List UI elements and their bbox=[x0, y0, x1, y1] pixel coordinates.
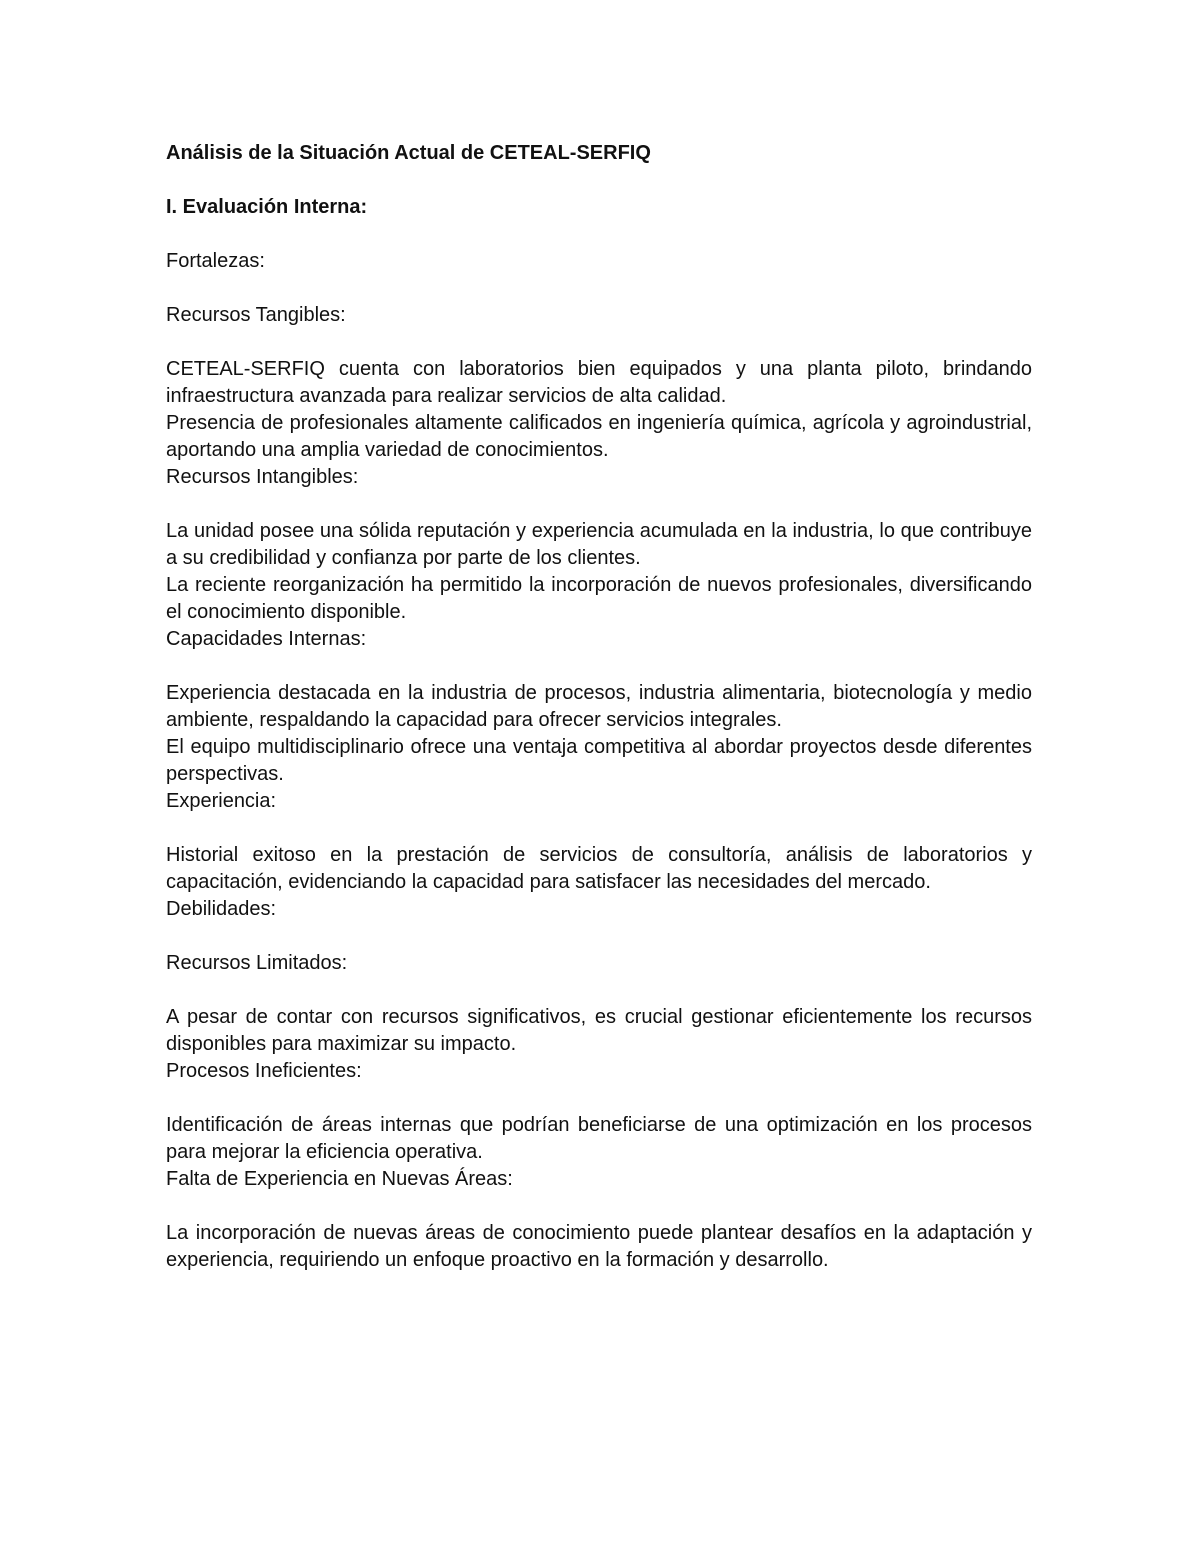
paragraph-recursos-intangibles-1: La unidad posee una sólida reputación y experiencia acumulada en la industria, lo que contribuye a su credibilidad y confianza por parte de los clientes. bbox=[166, 520, 1032, 569]
label-recursos-intangibles: Recursos Intangibles: bbox=[166, 466, 359, 488]
document-title: Análisis de la Situación Actual de CETEAL-SERFIQ bbox=[166, 142, 651, 164]
section-heading-evaluacion-interna: I. Evaluación Interna: bbox=[166, 196, 368, 218]
paragraph-falta-experiencia-1: La incorporación de nuevas áreas de conocimiento puede plantear desafíos en la adaptación y experiencia, requiriendo un enfoque proactivo en la formación y desarrollo. bbox=[166, 1222, 1032, 1271]
paragraph-experiencia-1: Historial exitoso en la prestación de servicios de consultoría, análisis de laboratorios y capacitación, evidenciando la capacidad para satisfacer las necesidades del mercado. bbox=[166, 844, 1032, 893]
document-body bbox=[166, 140, 1032, 1274]
paragraph-procesos-ineficientes-1: Identificación de áreas internas que podrían beneficiarse de una optimización en los procesos para mejorar la eficiencia operativa. bbox=[166, 1114, 1032, 1163]
label-procesos-ineficientes: Procesos Ineficientes: bbox=[166, 1060, 362, 1082]
paragraph-recursos-tangibles-2: Presencia de profesionales altamente calificados en ingeniería química, agrícola y agroindustrial, aportando una amplia variedad de conocimientos. bbox=[166, 412, 1032, 461]
paragraph-capacidades-internas-1: Experiencia destacada en la industria de procesos, industria alimentaria, biotecnología y medio ambiente, respaldando la capacidad para ofrecer servicios integrales. bbox=[166, 682, 1032, 731]
label-capacidades-internas: Capacidades Internas: bbox=[166, 628, 367, 650]
label-debilidades: Debilidades: bbox=[166, 898, 277, 920]
paragraph-capacidades-internas-2: El equipo multidisciplinario ofrece una ventaja competitiva al abordar proyectos desde diferentes perspectivas. bbox=[166, 736, 1032, 785]
label-experiencia: Experiencia: bbox=[166, 790, 277, 812]
label-recursos-tangibles: Recursos Tangibles: bbox=[166, 304, 346, 326]
label-falta-experiencia: Falta de Experiencia en Nuevas Áreas: bbox=[166, 1168, 513, 1190]
paragraph-recursos-intangibles-2: La reciente reorganización ha permitido la incorporación de nuevos profesionales, diversificando el conocimiento disponible. bbox=[166, 574, 1032, 623]
paragraph-recursos-limitados-1: A pesar de contar con recursos significativos, es crucial gestionar eficientemente los recursos disponibles para maximizar su impacto. bbox=[166, 1006, 1032, 1055]
paragraph-recursos-tangibles-1: CETEAL-SERFIQ cuenta con laboratorios bien equipados y una planta piloto, brindando infraestructura avanzada para realizar servicios de alta calidad. bbox=[166, 358, 1032, 407]
label-recursos-limitados: Recursos Limitados: bbox=[166, 952, 348, 974]
label-fortalezas: Fortalezas: bbox=[166, 250, 265, 272]
